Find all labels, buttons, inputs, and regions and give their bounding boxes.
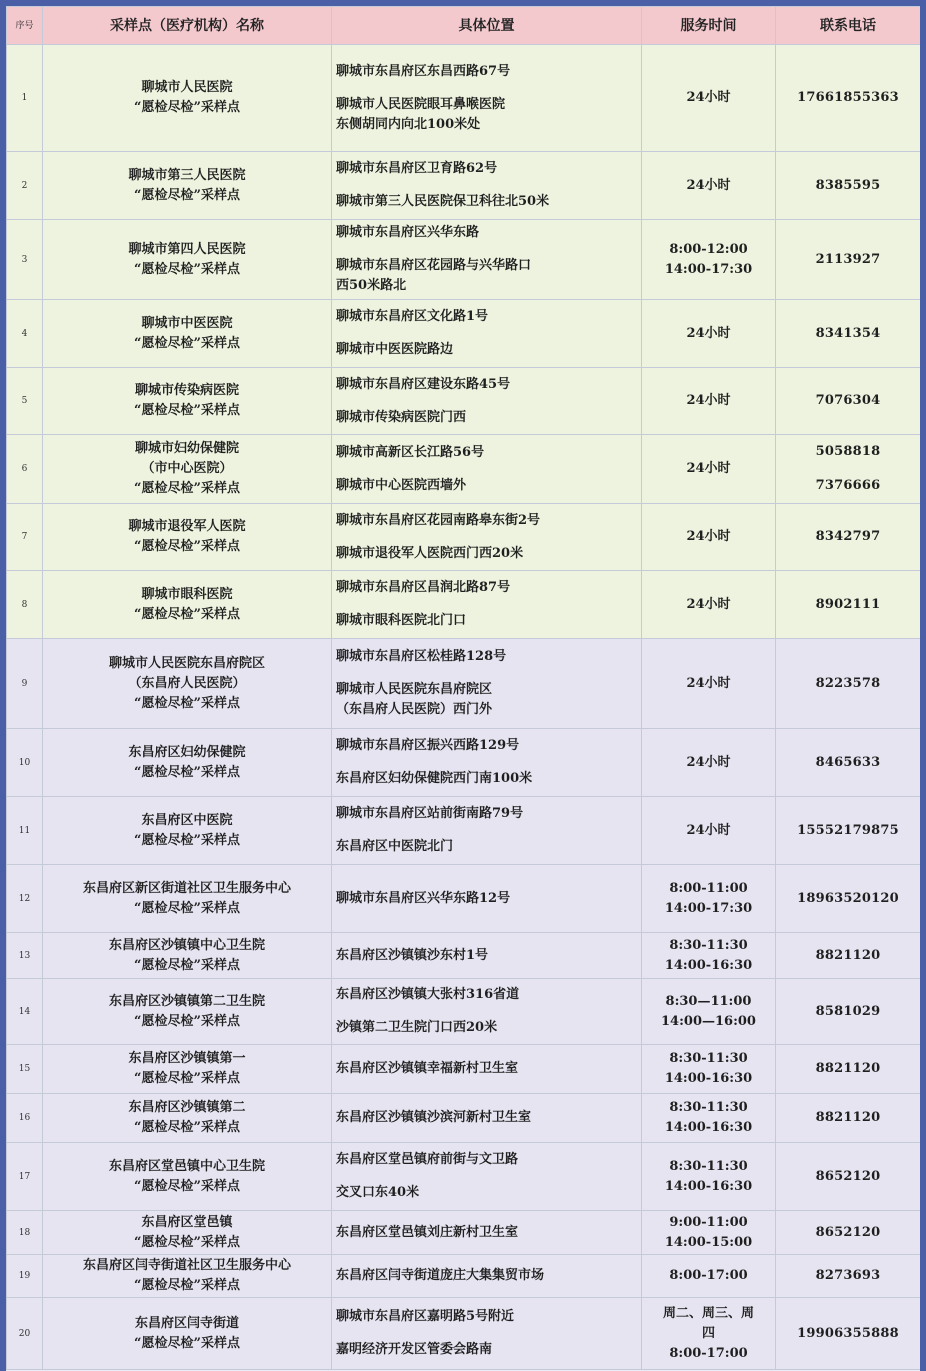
site-name-cell xyxy=(43,435,332,504)
row-index: 6 xyxy=(7,435,43,504)
name-line: 东昌府区中医院 xyxy=(141,812,233,828)
site-location-cell xyxy=(332,1298,642,1370)
site-location-cell xyxy=(332,152,642,220)
phone-cell xyxy=(776,1255,921,1298)
addr-line: 东昌府区沙镇镇幸福新村卫生室 xyxy=(336,1061,519,1076)
hours-line: 四 xyxy=(701,1325,715,1341)
service-hours-cell xyxy=(642,1094,776,1143)
addr-line: 沙镇第二卫生院门口西20米 xyxy=(336,1020,498,1035)
name-line: 东昌府区新区街道社区卫生服务中心 xyxy=(82,880,291,896)
table-row xyxy=(7,1211,921,1255)
addr-line: （东昌府人民医院）西门外 xyxy=(336,702,493,717)
hours-line: 8:30-11:30 xyxy=(669,1051,748,1066)
site-name-cell xyxy=(43,1255,332,1298)
phone-line: 8821120 xyxy=(815,1110,881,1125)
service-hours-cell xyxy=(642,368,776,435)
phone-cell xyxy=(776,152,921,220)
row-index: 19 xyxy=(7,1255,43,1298)
table-row xyxy=(7,1298,921,1370)
addr-line: 聊城市人民医院东昌府院区 xyxy=(336,682,493,697)
site-location-cell xyxy=(332,1255,642,1298)
phone-line: 15552179875 xyxy=(797,822,899,838)
hours-line: 24小时 xyxy=(686,393,731,408)
name-line: “愿检尽检”采样点 xyxy=(134,261,240,277)
hours-line: 14:00-16:30 xyxy=(664,1120,753,1135)
row-index: 12 xyxy=(7,865,43,933)
phone-line: 8652120 xyxy=(815,1168,881,1184)
table-row xyxy=(7,979,921,1045)
service-hours-cell xyxy=(642,504,776,571)
name-line: 聊城市人民医院 xyxy=(141,80,233,95)
service-hours-cell xyxy=(642,1255,776,1298)
service-hours-cell xyxy=(642,979,776,1045)
site-name-cell xyxy=(43,797,332,865)
addr-line: 交叉口东40米 xyxy=(336,1185,420,1200)
table-row xyxy=(7,729,921,797)
site-location-cell xyxy=(332,571,642,639)
addr-line: 聊城市东昌府区兴华东路 xyxy=(336,225,480,240)
addr-line: 聊城市东昌府区昌润北路87号 xyxy=(336,580,511,595)
service-hours-cell xyxy=(642,435,776,504)
hours-line: 24小时 xyxy=(686,822,731,838)
name-line: 东昌府区沙镇镇第二 xyxy=(128,1100,246,1115)
phone-cell xyxy=(776,1094,921,1143)
hours-line: 14:00-16:30 xyxy=(664,1178,753,1194)
name-line: “愿检尽检”采样点 xyxy=(134,1178,240,1194)
site-location-cell xyxy=(332,1211,642,1255)
table-row xyxy=(7,865,921,933)
phone-line: 5058818 xyxy=(815,444,881,459)
phone-cell xyxy=(776,639,921,729)
table-row xyxy=(7,1045,921,1094)
site-name-cell xyxy=(43,933,332,979)
phone-line: 8581029 xyxy=(815,1003,881,1019)
addr-line: 聊城市东昌府区振兴西路129号 xyxy=(336,738,520,753)
table-row xyxy=(7,933,921,979)
service-hours-cell xyxy=(642,300,776,368)
addr-line: 东昌府区沙镇镇大张村316省道 xyxy=(336,987,520,1002)
table-row xyxy=(7,797,921,865)
service-hours-cell xyxy=(642,865,776,933)
addr-line: 聊城市东昌府区建设东路45号 xyxy=(336,376,511,392)
row-index: 17 xyxy=(7,1143,43,1211)
name-line: “愿检尽检”采样点 xyxy=(134,403,240,418)
header-phone: 联系电话 xyxy=(776,7,921,45)
phone-cell xyxy=(776,797,921,865)
addr-line: 聊城市东昌府区嘉明路5号附近 xyxy=(336,1309,515,1324)
site-location-cell xyxy=(332,639,642,729)
addr-line: 聊城市退役军人医院西门西20米 xyxy=(336,545,524,561)
table-row xyxy=(7,1094,921,1143)
hours-line: 14:00—16:00 xyxy=(661,1013,756,1029)
phone-line: 8465633 xyxy=(815,754,881,770)
name-line: 聊城市第四人民医院 xyxy=(128,241,246,257)
hours-line: 24小时 xyxy=(686,461,731,476)
addr-line: 聊城市东昌府区花园路与兴华路口 xyxy=(336,258,532,273)
row-index: 16 xyxy=(7,1094,43,1143)
addr-line: 嘉明经济开发区管委会路南 xyxy=(336,1342,493,1357)
phone-cell xyxy=(776,220,921,300)
site-name-cell xyxy=(43,571,332,639)
table-row xyxy=(7,220,921,300)
table-row xyxy=(7,435,921,504)
name-line: “愿检尽检”采样点 xyxy=(134,1013,240,1029)
site-location-cell xyxy=(332,1045,642,1094)
phone-cell xyxy=(776,729,921,797)
header-hours: 服务时间 xyxy=(642,7,776,45)
row-index: 11 xyxy=(7,797,43,865)
name-line: 聊城市中医医院 xyxy=(141,315,233,331)
addr-line: 聊城市东昌府区东昌西路67号 xyxy=(336,63,511,79)
phone-line: 7376666 xyxy=(815,478,881,493)
name-line: “愿检尽检”采样点 xyxy=(134,481,240,496)
addr-line: 聊城市中医医院路边 xyxy=(336,342,454,357)
name-line: “愿检尽检”采样点 xyxy=(134,764,240,780)
name-line: “愿检尽检”采样点 xyxy=(134,957,240,973)
hours-line: 14:00-17:30 xyxy=(664,261,753,277)
table-row xyxy=(7,639,921,729)
service-hours-cell xyxy=(642,1298,776,1370)
name-line: 东昌府区沙镇镇第二卫生院 xyxy=(108,993,265,1009)
addr-line: 聊城市传染病医院门西 xyxy=(336,409,467,425)
addr-line: 聊城市东昌府区文化路1号 xyxy=(336,309,489,324)
site-location-cell xyxy=(332,45,642,152)
addr-line: 聊城市中心医院西墙外 xyxy=(336,477,467,493)
hours-line: 8:00-17:00 xyxy=(669,1268,748,1283)
addr-line: 东昌府区中医院北门 xyxy=(336,839,454,854)
name-line: （市中心医院） xyxy=(141,461,233,476)
name-line: 东昌府区妇幼保健院 xyxy=(128,744,246,760)
addr-line: 聊城市东昌府区松桂路128号 xyxy=(336,649,507,664)
phone-cell xyxy=(776,1211,921,1255)
hours-line: 24小时 xyxy=(686,177,731,193)
name-line: “愿检尽检”采样点 xyxy=(134,900,240,916)
addr-line: 聊城市东昌府区花园南路皋东街2号 xyxy=(336,512,541,528)
service-hours-cell xyxy=(642,639,776,729)
phone-cell xyxy=(776,368,921,435)
row-index: 4 xyxy=(7,300,43,368)
phone-line: 8342797 xyxy=(815,529,881,544)
name-line: “愿检尽检”采样点 xyxy=(134,539,240,554)
table-row xyxy=(7,368,921,435)
phone-cell xyxy=(776,865,921,933)
addr-line: 东昌府区沙镇镇沙滨河新村卫生室 xyxy=(336,1110,532,1125)
site-name-cell xyxy=(43,1298,332,1370)
name-line: “愿检尽检”采样点 xyxy=(134,335,240,351)
hours-line: 8:00-17:00 xyxy=(669,1345,748,1361)
addr-line: 东昌府区闫寺街道庞庄大集集贸市场 xyxy=(336,1268,545,1283)
addr-line: 聊城市东昌府区站前街南路79号 xyxy=(336,806,524,821)
table-row xyxy=(7,571,921,639)
row-index: 13 xyxy=(7,933,43,979)
phone-cell xyxy=(776,933,921,979)
addr-line: 东昌府区沙镇镇沙东村1号 xyxy=(336,947,489,963)
hours-line: 24小时 xyxy=(686,529,731,544)
row-index: 10 xyxy=(7,729,43,797)
sampling-sites-table xyxy=(6,6,920,1370)
phone-line: 8341354 xyxy=(815,325,881,341)
phone-cell xyxy=(776,504,921,571)
site-location-cell xyxy=(332,1094,642,1143)
addr-line: 东昌府区妇幼保健院西门南100米 xyxy=(336,771,533,786)
addr-line: 东侧胡同内向北100米处 xyxy=(336,116,481,132)
phone-cell xyxy=(776,1298,921,1370)
phone-line: 19906355888 xyxy=(797,1325,899,1341)
name-line: （东昌府人民医院） xyxy=(128,675,246,691)
phone-line: 8902111 xyxy=(815,596,881,612)
addr-line: 东昌府区堂邑镇刘庄新村卫生室 xyxy=(336,1224,519,1240)
name-line: “愿检尽检”采样点 xyxy=(134,1234,240,1250)
name-line: “愿检尽检”采样点 xyxy=(134,1120,240,1135)
addr-line: 西50米路北 xyxy=(336,278,407,293)
site-name-cell xyxy=(43,1143,332,1211)
header-name: 采样点（医疗机构）名称 xyxy=(43,7,332,45)
site-location-cell xyxy=(332,435,642,504)
name-line: “愿检尽检”采样点 xyxy=(134,187,240,203)
name-line: 东昌府区沙镇镇第一 xyxy=(128,1051,246,1066)
site-name-cell xyxy=(43,300,332,368)
row-index: 20 xyxy=(7,1298,43,1370)
row-index: 3 xyxy=(7,220,43,300)
phone-cell xyxy=(776,979,921,1045)
phone-line: 8223578 xyxy=(815,675,881,691)
phone-line: 8273693 xyxy=(815,1268,881,1283)
site-name-cell xyxy=(43,1045,332,1094)
site-name-cell xyxy=(43,504,332,571)
site-name-cell xyxy=(43,1211,332,1255)
service-hours-cell xyxy=(642,797,776,865)
site-name-cell xyxy=(43,152,332,220)
phone-cell xyxy=(776,1045,921,1094)
site-location-cell xyxy=(332,797,642,865)
row-index: 18 xyxy=(7,1211,43,1255)
row-index: 2 xyxy=(7,152,43,220)
header-index: 序号 xyxy=(7,7,43,45)
hours-line: 24小时 xyxy=(686,754,731,770)
row-index: 9 xyxy=(7,639,43,729)
phone-line: 8652120 xyxy=(815,1224,881,1240)
service-hours-cell xyxy=(642,933,776,979)
site-location-cell xyxy=(332,220,642,300)
row-index: 1 xyxy=(7,45,43,152)
name-line: 聊城市眼科医院 xyxy=(141,586,233,602)
site-location-cell xyxy=(332,979,642,1045)
table-body xyxy=(7,45,921,1370)
phone-cell xyxy=(776,300,921,368)
name-line: 聊城市退役军人医院 xyxy=(128,519,246,534)
site-name-cell xyxy=(43,729,332,797)
header-location: 具体位置 xyxy=(332,7,642,45)
site-name-cell xyxy=(43,979,332,1045)
name-line: 东昌府区堂邑镇中心卫生院 xyxy=(108,1158,265,1174)
phone-cell xyxy=(776,1143,921,1211)
table-header-row xyxy=(7,7,921,45)
name-line: 东昌府区闫寺街道 xyxy=(134,1315,239,1331)
service-hours-cell xyxy=(642,1211,776,1255)
service-hours-cell xyxy=(642,1143,776,1211)
name-line: 东昌府区堂邑镇 xyxy=(141,1214,233,1230)
hours-line: 14:00-15:00 xyxy=(664,1234,753,1250)
hours-line: 8:30-11:30 xyxy=(669,1100,748,1115)
addr-line: 东昌府区堂邑镇府前街与文卫路 xyxy=(336,1152,519,1167)
phone-line: 18963520120 xyxy=(797,890,899,906)
service-hours-cell xyxy=(642,220,776,300)
name-line: 聊城市妇幼保健院 xyxy=(134,441,239,456)
name-line: “愿检尽检”采样点 xyxy=(134,1335,240,1351)
phone-line: 8821120 xyxy=(815,947,881,963)
name-line: “愿检尽检”采样点 xyxy=(134,695,240,711)
name-line: “愿检尽检”采样点 xyxy=(134,1278,240,1293)
site-location-cell xyxy=(332,504,642,571)
service-hours-cell xyxy=(642,729,776,797)
name-line: 聊城市第三人民医院 xyxy=(128,167,246,183)
site-name-cell xyxy=(43,865,332,933)
site-name-cell xyxy=(43,639,332,729)
site-name-cell xyxy=(43,1094,332,1143)
addr-line: 聊城市眼科医院北门口 xyxy=(336,613,467,628)
site-location-cell xyxy=(332,729,642,797)
hours-line: 24小时 xyxy=(686,675,731,691)
site-location-cell xyxy=(332,1143,642,1211)
row-index: 7 xyxy=(7,504,43,571)
hours-line: 8:30—11:00 xyxy=(665,993,752,1009)
hours-line: 14:00-16:30 xyxy=(664,957,753,973)
row-index: 8 xyxy=(7,571,43,639)
addr-line: 聊城市人民医院眼耳鼻喉医院 xyxy=(336,96,506,112)
hours-line: 24小时 xyxy=(686,325,731,341)
name-line: 东昌府区闫寺街道社区卫生服务中心 xyxy=(82,1258,291,1273)
phone-line: 2113927 xyxy=(815,251,881,267)
service-hours-cell xyxy=(642,1045,776,1094)
name-line: “愿检尽检”采样点 xyxy=(134,606,240,622)
site-location-cell xyxy=(332,368,642,435)
phone-cell xyxy=(776,435,921,504)
name-line: 聊城市人民医院东昌府院区 xyxy=(108,655,265,671)
service-hours-cell xyxy=(642,571,776,639)
addr-line: 聊城市东昌府区兴华东路12号 xyxy=(336,890,511,906)
site-location-cell xyxy=(332,300,642,368)
site-name-cell xyxy=(43,368,332,435)
service-hours-cell xyxy=(642,45,776,152)
site-location-cell xyxy=(332,933,642,979)
row-index: 14 xyxy=(7,979,43,1045)
site-name-cell xyxy=(43,220,332,300)
name-line: 东昌府区沙镇镇中心卫生院 xyxy=(108,937,265,953)
row-index: 5 xyxy=(7,368,43,435)
table-row xyxy=(7,1143,921,1211)
hours-line: 周二、周三、周 xyxy=(662,1305,754,1321)
table-row xyxy=(7,1255,921,1298)
hours-line: 14:00-16:30 xyxy=(664,1071,753,1086)
phone-line: 17661855363 xyxy=(797,90,899,105)
name-line: “愿检尽检”采样点 xyxy=(134,832,240,848)
row-index: 15 xyxy=(7,1045,43,1094)
hours-line: 24小时 xyxy=(686,90,731,105)
hours-line: 8:00-12:00 xyxy=(669,241,748,257)
name-line: “愿检尽检”采样点 xyxy=(134,100,240,115)
name-line: 聊城市传染病医院 xyxy=(134,383,239,398)
service-hours-cell xyxy=(642,152,776,220)
site-location-cell xyxy=(332,865,642,933)
hours-line: 8:00-11:00 xyxy=(669,880,748,896)
addr-line: 聊城市高新区长江路56号 xyxy=(336,444,485,460)
hours-line: 8:30-11:30 xyxy=(669,1158,748,1174)
phone-cell xyxy=(776,45,921,152)
name-line: “愿检尽检”采样点 xyxy=(134,1071,240,1086)
phone-line: 8821120 xyxy=(815,1061,881,1076)
phone-cell xyxy=(776,571,921,639)
table-row xyxy=(7,152,921,220)
hours-line: 8:30-11:30 xyxy=(669,937,748,953)
addr-line: 聊城市东昌府区卫育路62号 xyxy=(336,161,498,176)
table-row xyxy=(7,45,921,152)
document-frame xyxy=(6,6,920,1371)
hours-line: 9:00-11:00 xyxy=(669,1214,748,1230)
hours-line: 24小时 xyxy=(686,596,731,612)
table-row xyxy=(7,300,921,368)
site-name-cell xyxy=(43,45,332,152)
phone-line: 8385595 xyxy=(815,177,881,193)
addr-line: 聊城市第三人民医院保卫科往北50米 xyxy=(336,194,550,209)
table-row xyxy=(7,504,921,571)
phone-line: 7076304 xyxy=(815,393,881,408)
hours-line: 14:00-17:30 xyxy=(664,900,753,916)
